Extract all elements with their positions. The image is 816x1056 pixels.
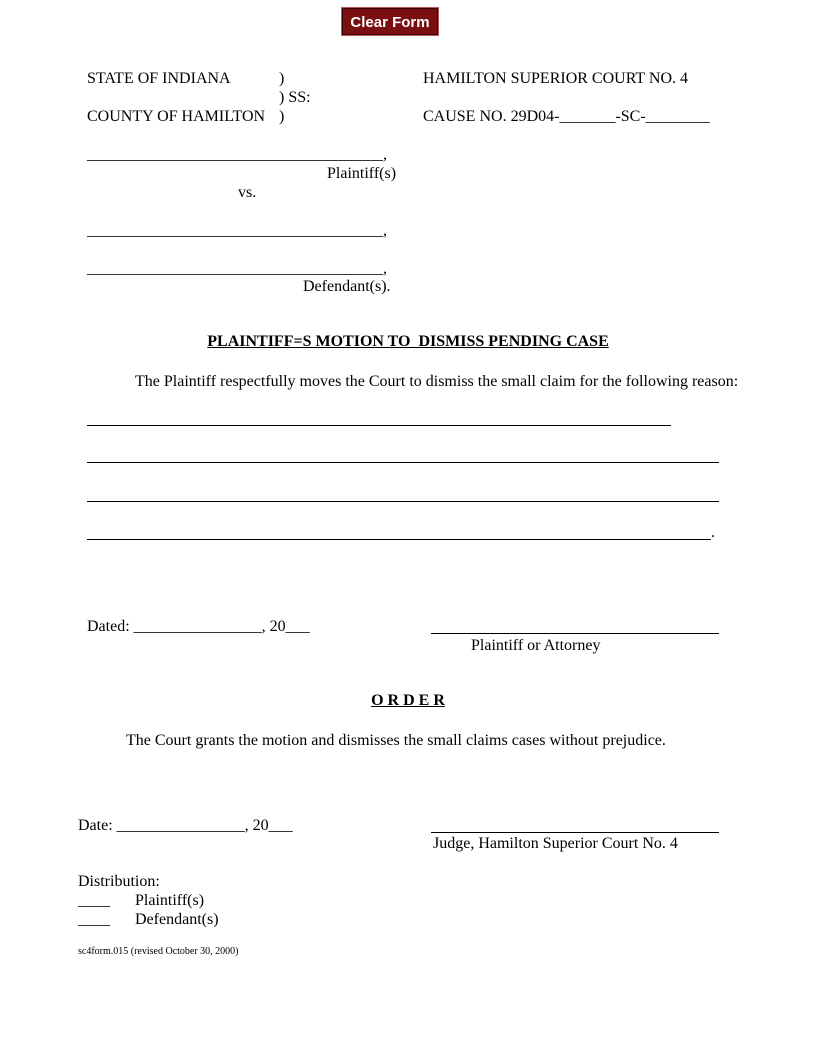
caption-paren-bottom: ) — [279, 108, 285, 125]
plaintiff-signature-label: Plaintiff or Attorney — [471, 637, 601, 654]
defendant-name-field-1[interactable]: _____________________________________, — [87, 222, 387, 239]
distribution-plaintiff-label: Plaintiff(s) — [135, 892, 205, 909]
clear-form-button[interactable]: Clear Form — [342, 8, 438, 35]
plaintiff-name-field[interactable]: _____________________________________, — [87, 146, 387, 163]
reason-line-1[interactable] — [87, 425, 671, 426]
distribution-plaintiff-checkbox[interactable]: ____ — [78, 892, 110, 909]
defendant-label: Defendant(s). — [303, 278, 391, 295]
court-name: HAMILTON SUPERIOR COURT NO. 4 — [423, 70, 688, 87]
reason-line-3[interactable] — [87, 501, 719, 502]
dated-field[interactable]: Dated: ________________, 20___ — [87, 618, 310, 635]
plaintiff-signature-line[interactable] — [431, 633, 719, 634]
distribution-defendant-label: Defendant(s) — [135, 911, 219, 928]
order-title: O R D E R — [371, 692, 445, 709]
distribution-title: Distribution: — [78, 873, 160, 890]
caption-paren-top: ) — [279, 70, 285, 87]
cause-number-field[interactable]: CAUSE NO. 29D04-_______-SC-________ — [423, 108, 710, 125]
county-label: COUNTY OF HAMILTON — [87, 108, 266, 125]
reason-line-4[interactable] — [87, 539, 711, 540]
caption-ss: ) SS: — [279, 89, 311, 106]
reason-period: . — [711, 524, 715, 541]
order-date-field[interactable]: Date: ________________, 20___ — [78, 817, 293, 834]
plaintiff-label: Plaintiff(s) — [327, 165, 397, 182]
motion-title: PLAINTIFF=S MOTION TO DISMISS PENDING CASE — [207, 333, 609, 350]
defendant-name-field-2[interactable]: _____________________________________, — [87, 260, 387, 277]
order-text: The Court grants the motion and dismisses the small claims cases without prejudice. — [126, 732, 666, 749]
judge-signature-label: Judge, Hamilton Superior Court No. 4 — [433, 835, 678, 852]
judge-signature-line[interactable] — [431, 832, 719, 833]
motion-intro: The Plaintiff respectfully moves the Court to dismiss the small claim for the following reason: — [135, 373, 739, 390]
form-id: sc4form.015 (revised October 30, 2000) — [78, 946, 239, 957]
versus-label: vs. — [238, 184, 257, 201]
state-label: STATE OF INDIANA — [87, 70, 231, 87]
reason-line-2[interactable] — [87, 462, 719, 463]
distribution-defendant-checkbox[interactable]: ____ — [78, 911, 110, 928]
